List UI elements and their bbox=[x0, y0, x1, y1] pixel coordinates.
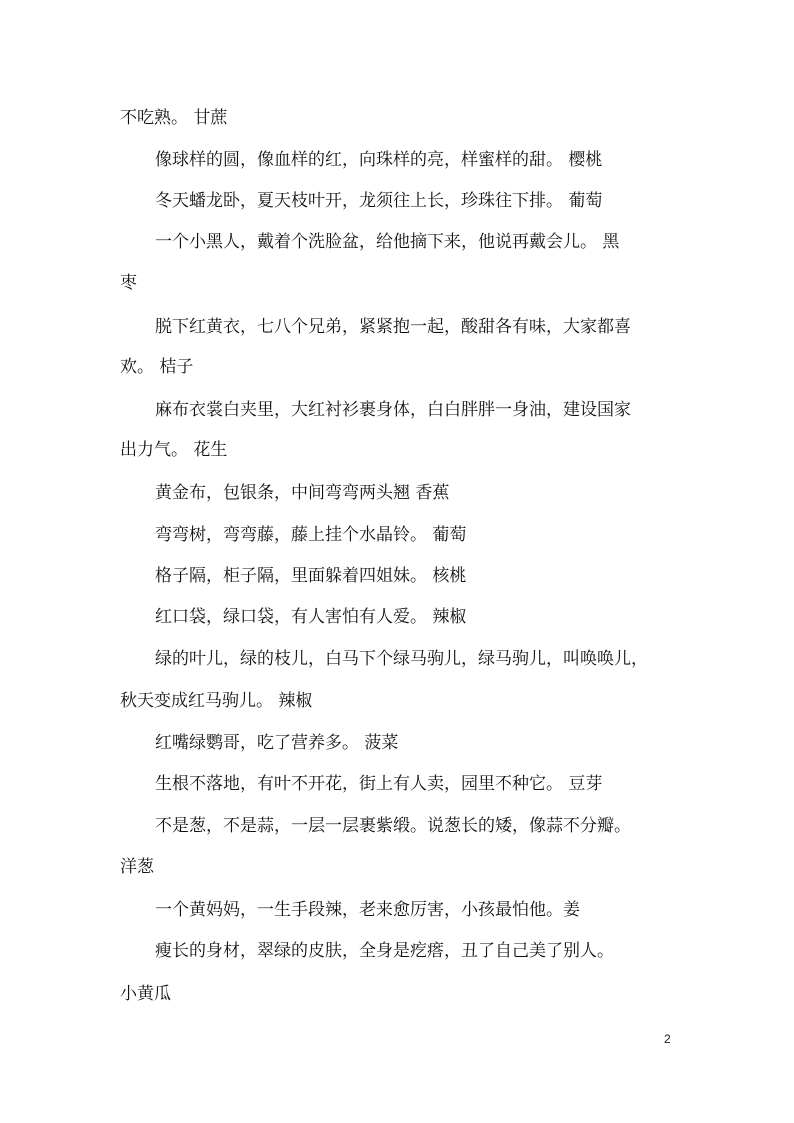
text-line: 格子隔，柜子隔，里面躲着四姐妹。 核桃 bbox=[155, 566, 467, 586]
text-line: 不吃熟。 甘蔗 bbox=[120, 108, 228, 128]
text-line: 脱下红黄衣，七八个兄弟，紧紧抱一起，酸甜各有味，大家都喜 bbox=[155, 317, 631, 337]
text-line: 生根不落地，有叶不开花，街上有人卖，园里不种它。 豆芽 bbox=[155, 774, 603, 794]
text-line: 红嘴绿鹦哥，吃了营养多。 菠菜 bbox=[155, 733, 399, 753]
text-line: 出力气。 花生 bbox=[120, 440, 228, 460]
text-line: 绿的叶儿，绿的枝儿，白马下个绿马驹儿，绿马驹儿，叫唤唤儿， bbox=[155, 649, 648, 669]
text-line: 欢。 桔子 bbox=[120, 357, 194, 377]
text-line: 弯弯树，弯弯藤，藤上挂个水晶铃。 葡萄 bbox=[155, 525, 467, 545]
text-line: 一个黄妈妈，一生手段辣，老来愈厉害，小孩最怕他。姜 bbox=[155, 900, 580, 920]
text-line: 小黄瓜 bbox=[120, 984, 171, 1004]
text-line: 黄金布，包银条，中间弯弯两头翘 香蕉 bbox=[155, 483, 450, 503]
text-line: 秋天变成红马驹儿。 辣椒 bbox=[120, 691, 313, 711]
text-line: 一个小黑人，戴着个洗脸盆，给他摘下来，他说再戴会儿。 黑 bbox=[155, 232, 620, 252]
text-line: 麻布衣裳白夹里，大红衬衫裹身体，白白胖胖一身油，建设国家 bbox=[155, 400, 631, 420]
text-line: 枣 bbox=[120, 273, 137, 293]
text-line: 像球样的圆，像血样的红，向珠样的亮，样蜜样的甜。 樱桃 bbox=[155, 150, 603, 170]
text-line: 不是葱，不是蒜，一层一层裹紫缎。说葱长的矮，像蒜不分瓣。 bbox=[155, 816, 631, 836]
text-line: 洋葱 bbox=[120, 857, 154, 877]
page-number: 2 bbox=[664, 1032, 671, 1046]
text-line: 瘦长的身材，翠绿的皮肤，全身是疙瘩，丑了自己美了别人。 bbox=[155, 941, 614, 961]
text-line: 冬天蟠龙卧，夏天枝叶开，龙须往上长，珍珠往下排。 葡萄 bbox=[155, 191, 603, 211]
text-line: 红口袋，绿口袋，有人害怕有人爱。 辣椒 bbox=[155, 607, 467, 627]
